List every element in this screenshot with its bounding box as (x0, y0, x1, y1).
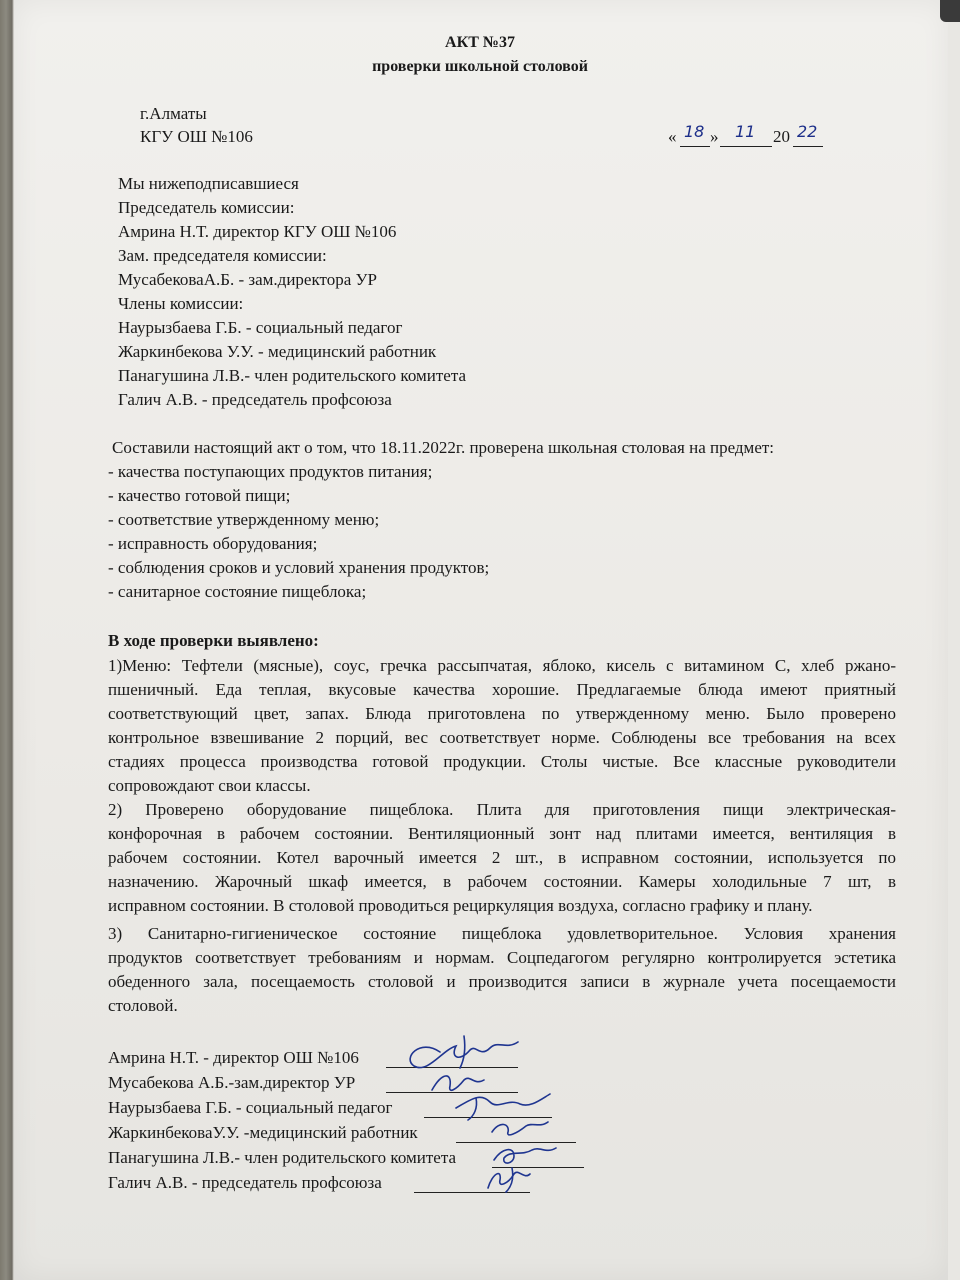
date-open-quote: « (668, 127, 677, 146)
signatory-line: ЖаркинбековаУ.У. -медицинский работник (108, 1123, 418, 1142)
findings-line: обеденного зала, посещаемость столовой и производится записи в журнале учета посещаемости (108, 972, 896, 991)
findings-line: пшеничный. Еда теплая, вкусовые качества хорошие. Предлагаемые блюда имеют приятный (108, 680, 896, 699)
intro-line: МусабековаА.Б. - зам.директора УР (118, 270, 377, 289)
checklist-item: - качества поступающих продуктов питания; (108, 462, 433, 481)
document-subtitle: проверки школьной столовой (372, 58, 588, 75)
findings-line: контрольное взвешивание 2 порций, вес соответствует норме. Соблюдены все требования на всех (108, 728, 896, 747)
signature-2 (432, 1076, 484, 1090)
findings-line: исправном состоянии. В столовой проводиться рециркуляция воздуха, согласно графику и плану. (108, 896, 813, 915)
findings-line: конфорочная в рабочем состоянии. Вентиляционный зонт над плитами имеется, вентиляция в (108, 824, 896, 843)
intro-line: Зам. председателя комиссии: (118, 246, 327, 265)
school-name: КГУ ОШ №106 (140, 127, 253, 146)
checklist-item: - соблюдения сроков и условий хранения продуктов; (108, 558, 490, 577)
checklist-item: - санитарное состояние пищеблока; (108, 582, 367, 601)
signature-5 (494, 1148, 556, 1163)
date-month-line (720, 146, 772, 147)
date-year-suffix: 22 (797, 122, 818, 141)
city: г.Алматы (140, 104, 207, 123)
statement: Составили настоящий акт о том, что 18.11.2022г. проверена школьная столовая на предмет: (112, 438, 775, 457)
intro-line: Амрина Н.Т. директор КГУ ОШ №106 (118, 222, 397, 241)
findings-line: столовой. (108, 996, 178, 1015)
date-day: 18 (684, 122, 705, 141)
signatory-line: Наурызбаева Г.Б. - социальный педагог (108, 1098, 393, 1117)
punch-hole (940, 0, 960, 22)
findings-line: 3) Санитарно-гигиеническое состояние пищеблока удовлетворительное. Условия хранения (108, 924, 896, 943)
findings-heading: В ходе проверки выявлено: (108, 631, 319, 650)
checklist-item: - исправность оборудования; (108, 534, 318, 553)
intro-line: Панагушина Л.В.- член родительского комитета (118, 366, 467, 385)
findings-line: 2) Проверено оборудование пищеблока. Плита для приготовления пищи электрическая- (108, 800, 896, 819)
signatory-line: Панагушина Л.В.- член родительского комитета (108, 1148, 457, 1167)
handwritten-signatures (380, 1028, 590, 1198)
date-close-quote: » (710, 127, 719, 146)
signature-1-stroke (460, 1036, 465, 1068)
document-title: АКТ №37 (445, 34, 515, 51)
signatory-line: Галич А.В. - председатель профсоюза (108, 1173, 382, 1192)
intro-line: Жаркинбекова У.У. - медицинский работник (118, 342, 437, 361)
intro-line: Наурызбаева Г.Б. - социальный педагог (118, 318, 403, 337)
findings-line: сопровождают свои классы. (108, 776, 311, 795)
signature-4 (492, 1122, 548, 1135)
findings-line: рабочем состоянии. Котел варочный имеется 2 шт., в исправном состоянии, используется по (108, 848, 896, 867)
signature-3 (456, 1094, 550, 1108)
signatory-line: Амрина Н.Т. - директор ОШ №106 (108, 1048, 359, 1067)
date-year-prefix: 20 (773, 127, 790, 146)
checklist-item: - качество готовой пищи; (108, 486, 291, 505)
findings-line: 1)Меню: Тефтели (мясные), соус, гречка рассыпчатая, яблоко, кисель с витамином С, хлеб ржано- (108, 656, 896, 675)
signatory-line: Мусабекова А.Б.-зам.директор УР (108, 1073, 356, 1092)
findings-line: назначению. Жарочный шкаф имеется, в рабочем состоянии. Камеры холодильные 7 шт, в (108, 872, 896, 891)
signature-6 (488, 1172, 530, 1188)
checklist-item: - соответствие утвержденному меню; (108, 510, 380, 529)
findings-line: стадиях процесса производства готовой продукции. Столы чистые. Все классные руководители (108, 752, 896, 771)
findings-line: соответствующий цвет, запах. Блюда приготовлена по утвержденному меню. Было проверено (108, 704, 896, 723)
date-day-line (680, 146, 710, 147)
date-month: 11 (735, 122, 756, 141)
intro-line: Члены комиссии: (118, 294, 244, 313)
intro-line: Мы нижеподписавшиеся (118, 174, 299, 193)
intro-line: Председатель комиссии: (118, 198, 295, 217)
intro-line: Галич А.В. - председатель профсоюза (118, 390, 392, 409)
findings-line: продуктов соответствует требованиям и нормам. Соцпедагогом регулярно контролируется эстетика (108, 948, 896, 967)
date-year-line (793, 146, 823, 147)
